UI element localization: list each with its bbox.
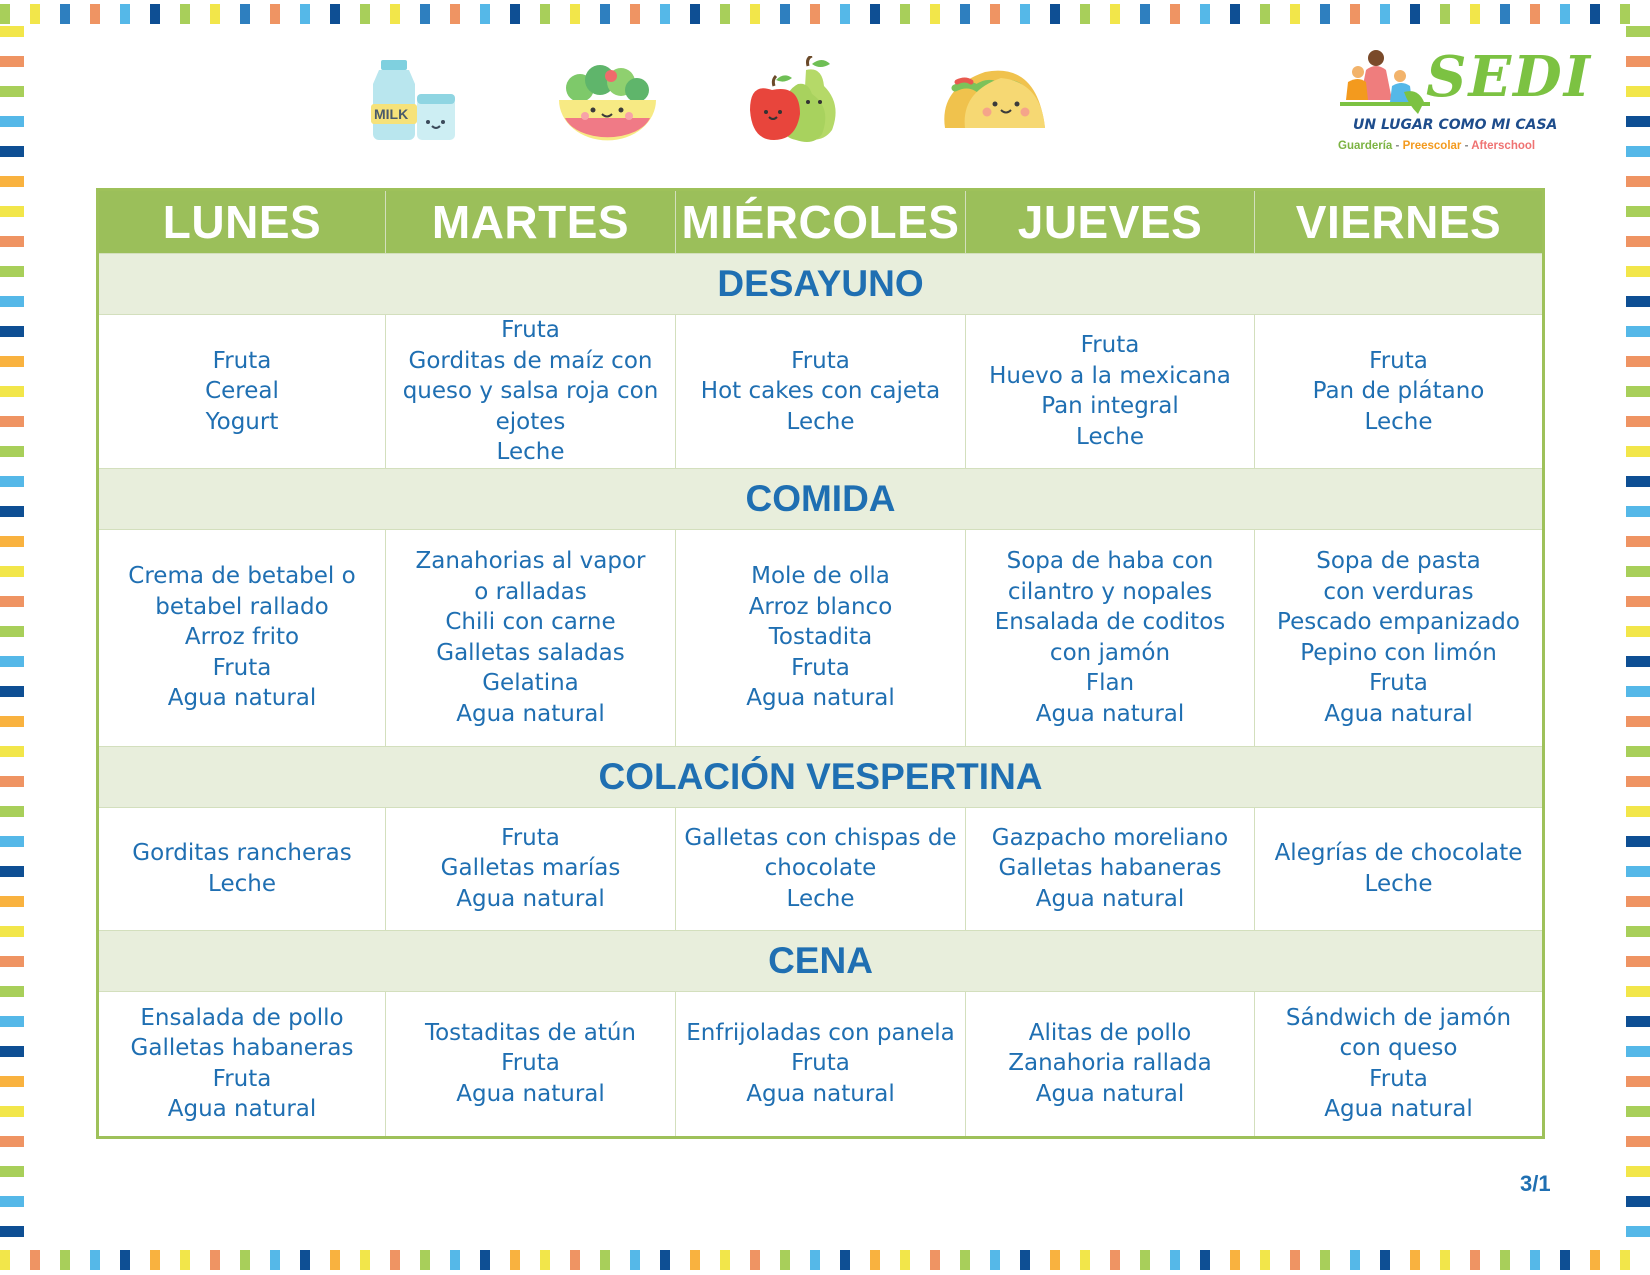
- day-header-tuesday: MARTES: [386, 190, 676, 254]
- meal-cell-friday: [1255, 807, 1544, 930]
- meal-cell-wednesday: [676, 991, 966, 1137]
- meal-cell-thursday: [966, 315, 1255, 469]
- meal-item: Cereal: [205, 378, 279, 404]
- meal-item: Fruta: [791, 1050, 850, 1077]
- meal-item: Galletas habaneras: [998, 855, 1222, 882]
- taco-icon: [935, 66, 1047, 136]
- meal-item: Arroz blanco: [748, 593, 893, 620]
- milk-icon: [365, 60, 465, 140]
- salad-icon: [555, 62, 660, 142]
- meal-item: Pescado empanizado: [1277, 609, 1520, 635]
- meal-item: Fruta: [212, 1065, 272, 1092]
- meal-item: Fruta: [791, 347, 850, 374]
- meal-item: Ensalada de coditos: [994, 609, 1226, 635]
- meal-item: Leche: [1364, 408, 1433, 435]
- meal-item: Fruta: [1369, 347, 1428, 374]
- logo-tagline: UN LUGAR COMO MI CASA: [1353, 117, 1558, 133]
- meal-item: Pepino con limón: [1300, 639, 1497, 666]
- day-header-monday: LUNES: [98, 190, 386, 254]
- meal-cell-thursday: [966, 807, 1255, 930]
- service-daycare: Guardería: [1338, 140, 1393, 152]
- meal-cell-wednesday: [676, 807, 966, 930]
- meal-item: chocolate: [764, 855, 877, 882]
- meal-item: Fruta: [501, 824, 560, 851]
- decorative-border-bottom: [0, 1250, 1650, 1270]
- meal-item: con queso: [1339, 1035, 1458, 1061]
- meal-item: Fruta: [501, 317, 560, 343]
- decorative-border-left: [0, 26, 24, 1248]
- meal-item: Alitas de pollo: [1028, 1019, 1192, 1046]
- svg-text:MILK: MILK: [374, 106, 409, 122]
- meal-item: Flan: [1085, 670, 1135, 696]
- logo-wordmark: SEDI: [1426, 44, 1592, 110]
- meal-cell-thursday: [966, 991, 1255, 1137]
- day-header-row: [98, 190, 1544, 254]
- meal-item: Ensalada de pollo: [140, 1004, 344, 1031]
- meal-item: Gazpacho moreliano: [991, 824, 1229, 851]
- meal-item: Agua natural: [167, 1096, 317, 1122]
- fruit-icon: [750, 56, 845, 144]
- meal-item: Fruta: [1369, 1065, 1428, 1092]
- section-row: [98, 468, 1544, 529]
- meal-item: Agua natural: [1035, 885, 1185, 912]
- meal-item: Galletas habaneras: [130, 1035, 354, 1061]
- meal-item: Huevo a la mexicana: [989, 362, 1231, 389]
- meal-item: Hot cakes con cajeta: [700, 378, 941, 404]
- meal-item: Agua natural: [746, 1080, 895, 1107]
- meal-row: [98, 315, 1544, 469]
- meal-cell-monday: [98, 991, 386, 1137]
- meal-cell-monday: [98, 529, 386, 746]
- meal-item: Tostadita: [768, 624, 873, 651]
- meal-item: Gorditas de maíz con: [408, 347, 653, 374]
- family-illustration-icon: [1338, 48, 1434, 116]
- decorative-border-right: [1626, 26, 1650, 1248]
- section-title: CENA: [98, 930, 1544, 991]
- meal-item: Agua natural: [1324, 1096, 1473, 1122]
- meal-item: Pan de plátano: [1312, 378, 1485, 404]
- meal-item: Galletas saladas: [436, 639, 625, 666]
- section-row: [98, 254, 1544, 315]
- meal-item: Crema de betabel o: [128, 563, 356, 590]
- meal-cell-tuesday: [386, 315, 676, 469]
- meal-item: Arroz frito: [184, 624, 300, 651]
- meal-cell-monday: [98, 807, 386, 930]
- meal-item: cilantro y nopales: [1007, 578, 1213, 605]
- section-title: COMIDA: [98, 468, 1544, 529]
- day-header-friday: VIERNES: [1255, 190, 1544, 254]
- meal-item: queso y salsa roja con: [402, 378, 659, 404]
- section-title: COLACIÓN VESPERTINA: [98, 746, 1544, 807]
- meal-item: Sopa de pasta: [1316, 548, 1481, 574]
- weekly-menu-table: [96, 188, 1545, 1139]
- meal-item: Agua natural: [456, 700, 605, 727]
- meal-cell-tuesday: [386, 991, 676, 1137]
- meal-item: Leche: [208, 870, 276, 897]
- meal-item: Leche: [786, 408, 855, 435]
- meal-item: Leche: [1364, 870, 1433, 897]
- meal-item: Agua natural: [456, 885, 605, 912]
- meal-item: Mole de olla: [751, 563, 890, 590]
- meal-item: Alegrías de chocolate: [1274, 840, 1523, 866]
- meal-item: Fruta: [501, 1050, 560, 1077]
- meal-item: betabel rallado: [155, 593, 329, 620]
- meal-item: Fruta: [1369, 670, 1428, 696]
- meal-cell-wednesday: [676, 529, 966, 746]
- meal-item: Fruta: [1080, 332, 1140, 359]
- service-afterschool: Afterschool: [1471, 140, 1536, 152]
- meal-item: Gelatina: [482, 670, 579, 696]
- day-header-wednesday: MIÉRCOLES: [676, 190, 966, 254]
- meal-cell-tuesday: [386, 529, 676, 746]
- meal-item: Gorditas rancheras: [132, 840, 352, 866]
- meal-item: Galletas con chispas de: [684, 824, 957, 851]
- meal-item: Zanahoria rallada: [1008, 1050, 1212, 1077]
- meal-item: Pan integral: [1041, 393, 1179, 420]
- sedi-logo: [1338, 44, 1592, 162]
- meal-row: [98, 991, 1544, 1137]
- section-row: [98, 930, 1544, 991]
- meal-item: Sopa de haba con: [1006, 548, 1214, 574]
- meal-cell-friday: [1255, 529, 1544, 746]
- meal-item: Enfrijoladas con panela: [686, 1019, 955, 1046]
- meal-item: Agua natural: [1035, 1080, 1185, 1107]
- meal-cell-friday: [1255, 991, 1544, 1137]
- meal-item: Chili con carne: [445, 609, 616, 635]
- meal-item: Agua natural: [1324, 700, 1473, 727]
- meal-cell-monday: [98, 315, 386, 469]
- meal-item: Leche: [1076, 423, 1144, 450]
- decorative-border-top: [0, 4, 1650, 24]
- meal-cell-wednesday: [676, 315, 966, 469]
- meal-item: Galletas marías: [440, 855, 621, 882]
- meal-item: Leche: [786, 885, 855, 912]
- section-title: DESAYUNO: [98, 254, 1544, 315]
- meal-item: Agua natural: [746, 685, 895, 712]
- meal-item: Agua natural: [167, 685, 317, 712]
- service-preschool: Preescolar: [1402, 140, 1462, 152]
- meal-item: Agua natural: [456, 1080, 605, 1107]
- meal-item: Zanahorias al vapor: [415, 548, 646, 574]
- meal-item: ejotes: [495, 408, 566, 435]
- logo-services: Guardería - Preescolar - Afterschool: [1338, 140, 1536, 152]
- page-number: 3/1: [1520, 1171, 1551, 1196]
- meal-item: o ralladas: [474, 578, 587, 605]
- meal-item: Fruta: [212, 654, 272, 681]
- day-header-thursday: JUEVES: [966, 190, 1255, 254]
- meal-row: [98, 529, 1544, 746]
- meal-item: Fruta: [212, 347, 272, 374]
- meal-item: con jamón: [1049, 639, 1171, 666]
- meal-cell-tuesday: [386, 807, 676, 930]
- meal-item: Sándwich de jamón: [1285, 1004, 1512, 1031]
- meal-item: Fruta: [791, 654, 850, 681]
- section-row: [98, 746, 1544, 807]
- meal-item: Leche: [496, 439, 565, 465]
- meal-item: Tostaditas de atún: [424, 1019, 637, 1046]
- meal-row: [98, 807, 1544, 930]
- meal-cell-friday: [1255, 315, 1544, 469]
- meal-item: Agua natural: [1035, 700, 1185, 727]
- meal-cell-thursday: [966, 529, 1255, 746]
- meal-item: con verduras: [1323, 578, 1474, 605]
- meal-item: Yogurt: [205, 408, 279, 435]
